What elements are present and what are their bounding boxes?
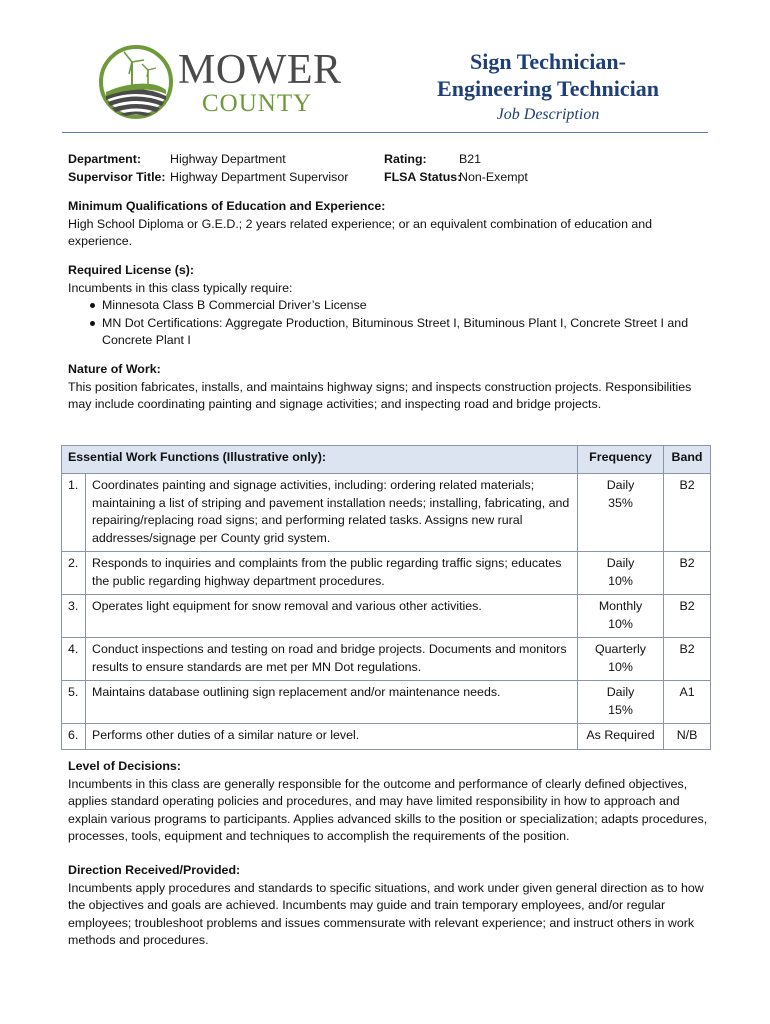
row-description: Operates light equipment for snow removal and various other activities. bbox=[86, 595, 578, 638]
row-band: A1 bbox=[664, 681, 711, 724]
decisions-text: Incumbents in this class are generally responsible for the outcome and performance of clearly defined objectives, applies standard operating policies and procedures, and may have limited responsibility in how to approach and explain various programs to participants. Applies advanced skills to the position or specialization; adapts procedures, processes, tools, equipment and techniques to accomplish the requirements of the position. bbox=[68, 776, 708, 843]
logo-text-county: COUNTY bbox=[202, 90, 313, 117]
header-divider bbox=[62, 132, 708, 133]
row-number: 3. bbox=[62, 595, 86, 638]
frequency-percent: 10% bbox=[608, 659, 633, 674]
qualifications-heading: Minimum Qualifications of Education and Experience: bbox=[68, 199, 386, 213]
department-label: Department: bbox=[68, 152, 141, 166]
license-list bbox=[68, 297, 708, 350]
nature-heading: Nature of Work: bbox=[68, 362, 161, 376]
direction-heading: Direction Received/Provided: bbox=[68, 863, 241, 877]
license-section bbox=[68, 262, 708, 350]
row-band: B2 bbox=[664, 595, 711, 638]
list-item: Minnesota Class B Commercial Driver’s License bbox=[68, 297, 708, 315]
table-header-row bbox=[62, 446, 711, 474]
wind-turbine-farm-emblem-icon bbox=[98, 44, 174, 120]
flsa-label: FLSA Status: bbox=[384, 170, 462, 184]
frequency-percent: 10% bbox=[608, 616, 633, 631]
nature-of-work-section bbox=[68, 361, 708, 414]
frequency-percent: 15% bbox=[608, 702, 633, 717]
job-info-block bbox=[68, 151, 708, 187]
row-frequency bbox=[578, 681, 664, 724]
row-description: Coordinates painting and signage activities, including: ordering related materials; maintaining a list of striping and pavement installation needs; installing, fabricating, and repairing/replacing road signs; and performing related tasks. Assigns new rural addresses/signage per County grid system. bbox=[86, 474, 578, 552]
row-band: B2 bbox=[664, 474, 711, 552]
row-frequency bbox=[578, 638, 664, 681]
frequency-label: Daily bbox=[606, 478, 635, 492]
direction-text: Incumbents apply procedures and standards to specific situations, and work under given general direction as to how the objectives and goals are achieved. Incumbents may guide and train temporary employees, and/or regular employees; troubleshoot problems and issues commensurate with relevant experience; and instruct others in work methods and procedures. bbox=[68, 880, 704, 947]
frequency-label: Quarterly bbox=[595, 642, 646, 656]
list-item: MN Dot Certifications: Aggregate Production, Bituminous Street I, Bituminous Plant I, Concrete Street I and Concrete Plant I bbox=[68, 315, 708, 350]
supervisor-value: Highway Department Supervisor bbox=[170, 170, 349, 184]
nature-text: This position fabricates, installs, and maintains highway signs; and inspects construction projects. Responsibilities may include coordinating painting and signage activities; and inspecting road and bridge projects. bbox=[68, 379, 692, 411]
row-frequency bbox=[578, 724, 664, 750]
row-description: Maintains database outlining sign replacement and/or maintenance needs. bbox=[86, 681, 578, 724]
row-description: Conduct inspections and testing on road and bridge projects. Documents and monitors results to ensure standards are met per MN Dot regulations. bbox=[86, 638, 578, 681]
rating-label: Rating: bbox=[384, 152, 427, 166]
row-frequency bbox=[578, 595, 664, 638]
table-row bbox=[62, 552, 711, 595]
document-subtitle: Job Description bbox=[496, 106, 600, 123]
table-row bbox=[62, 724, 711, 750]
table-row bbox=[62, 595, 711, 638]
mower-county-logo bbox=[98, 44, 358, 124]
logo-text-mower: MOWER bbox=[178, 47, 342, 93]
license-intro: Incumbents in this class typically require: bbox=[68, 280, 293, 295]
qualifications-text: High School Diploma or G.E.D.; 2 years related experience; or an equivalent combination of education and experience. bbox=[68, 216, 653, 248]
frequency-percent: 10% bbox=[608, 573, 633, 588]
row-band: B2 bbox=[664, 638, 711, 681]
job-title-line1: Sign Technician- bbox=[470, 49, 626, 74]
table-row bbox=[62, 474, 711, 552]
row-number: 4. bbox=[62, 638, 86, 681]
job-title-line2: Engineering Technician bbox=[437, 76, 659, 101]
row-number: 5. bbox=[62, 681, 86, 724]
table-row bbox=[62, 681, 711, 724]
frequency-percent: 35% bbox=[608, 495, 633, 510]
frequency-label: Daily bbox=[606, 685, 635, 699]
row-band: N/B bbox=[664, 724, 711, 750]
essential-functions-table bbox=[61, 445, 711, 750]
row-description: Responds to inquiries and complaints from the public regarding traffic signs; educates the public regarding highway department procedures. bbox=[86, 552, 578, 595]
col-header-band: Band bbox=[664, 446, 711, 474]
info-row-department bbox=[68, 151, 708, 169]
frequency-label: Daily bbox=[606, 556, 635, 570]
level-of-decisions-section bbox=[68, 758, 708, 846]
col-header-function: Essential Work Functions (Illustrative only): bbox=[62, 446, 578, 474]
frequency-label: As Required bbox=[586, 728, 655, 742]
table-row bbox=[62, 638, 711, 681]
license-heading: Required License (s): bbox=[68, 263, 194, 277]
row-band: B2 bbox=[664, 552, 711, 595]
info-row-supervisor bbox=[68, 169, 708, 187]
direction-section bbox=[68, 862, 708, 950]
col-header-frequency: Frequency bbox=[578, 446, 664, 474]
row-number: 6. bbox=[62, 724, 86, 750]
row-description: Performs other duties of a similar nature or level. bbox=[86, 724, 578, 750]
department-value: Highway Department bbox=[170, 152, 286, 166]
flsa-value: Non-Exempt bbox=[459, 170, 528, 184]
rating-value: B21 bbox=[459, 152, 482, 166]
row-frequency bbox=[578, 474, 664, 552]
frequency-label: Monthly bbox=[598, 599, 643, 613]
job-title-block bbox=[398, 48, 698, 125]
row-frequency bbox=[578, 552, 664, 595]
decisions-heading: Level of Decisions: bbox=[68, 759, 181, 773]
row-number: 1. bbox=[62, 474, 86, 552]
qualifications-section bbox=[68, 198, 708, 251]
supervisor-label: Supervisor Title: bbox=[68, 170, 166, 184]
row-number: 2. bbox=[62, 552, 86, 595]
